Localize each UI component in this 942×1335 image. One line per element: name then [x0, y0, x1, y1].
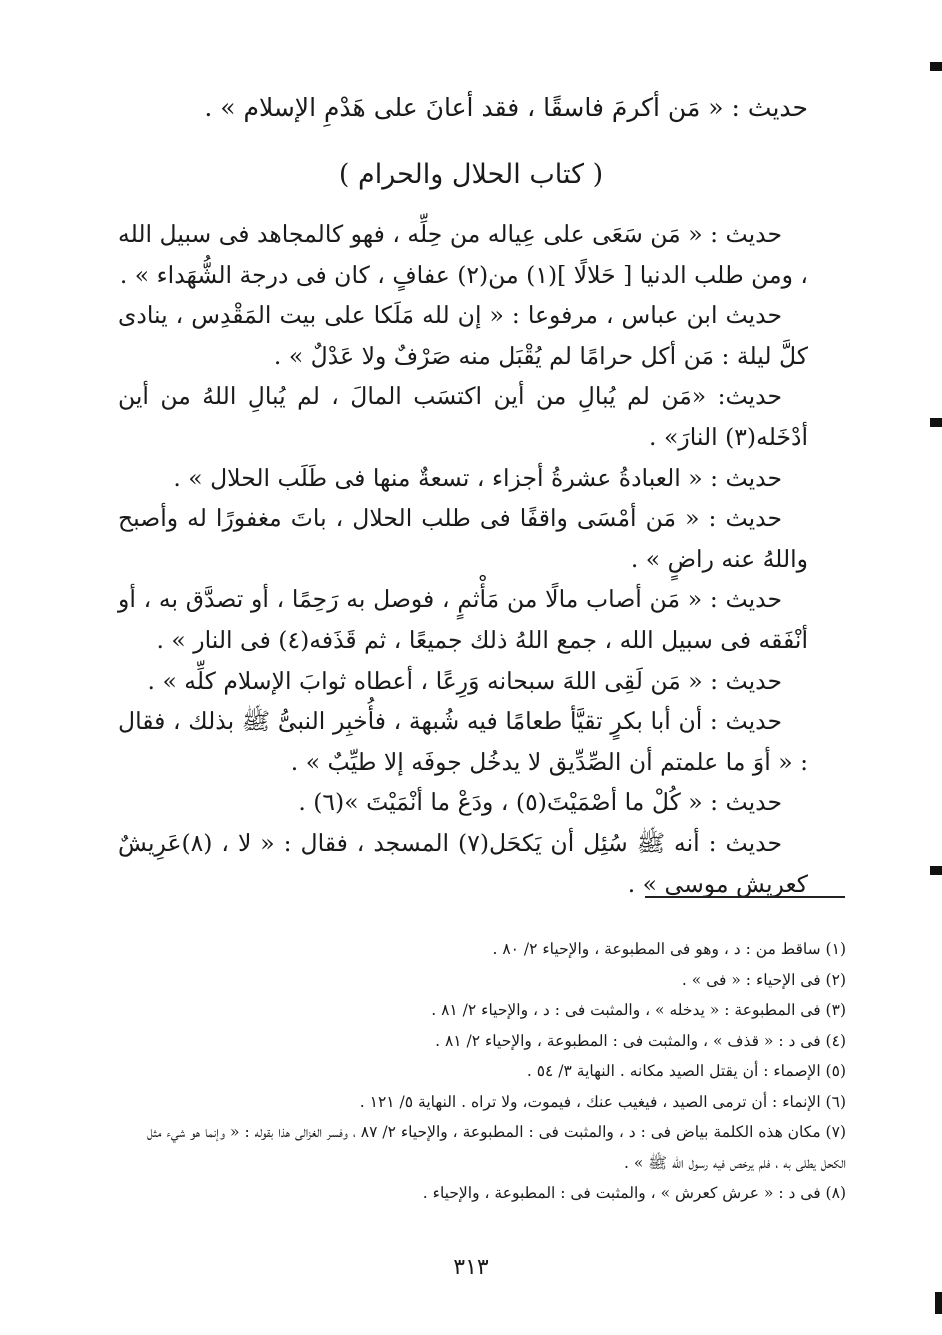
footnotes	[118, 934, 846, 1209]
hadith-paragraph: حديث : « مَن سَعَى على عِياله من حِلِّه ، فهو كالمجاهد فى سبيل الله ، ومن طلب الدنيا [ حَلالًا ](١) من(٢) عفافٍ ، كان فى درجة الشُّهَداء » .	[118, 220, 808, 289]
hadith-paragraph: حديث : « مَن أمْسَى واقفًا فى طلب الحلال ، باتَ مغفورًا له وأصبح واللهُ عنه راضٍ » .	[118, 504, 808, 573]
hadith-paragraph: حديث : « كُلْ ما أصْمَيْتَ(٥) ، ودَعْ ما أنْمَيْتَ »(٦) .	[298, 788, 782, 817]
footnote: (٣) فى المطبوعة : « يدخله » ، والمثبت فى : د ، والإحياء ٢/ ٨١ .	[431, 1001, 846, 1019]
scan-edge-mark	[930, 418, 942, 427]
footnote: (٦) الإنماء : أن ترمى الصيد ، فيغيب عنك ، فيموت، ولا تراه . النهاية ٥/ ١٢١ .	[359, 1092, 846, 1111]
footnote: (١) ساقط من : د ، وهو فى المطبوعة ، والإحياء ٢/ ٨٠ .	[492, 940, 846, 958]
footnote: (٧) مكان هذه الكلمة بياض فى : د ، والمثبت فى : المطبوعة ، والإحياء ٢/ ٨٧ ، وفسر الغزالى هذا بقوله : « وإنما هو شيء مثل الكحل يطلى به ، فلم يرخص فيه رسول الله ﷺ » .	[146, 1123, 846, 1172]
hadith-paragraph: حديث : « مَن لَقِى اللهَ سبحانه وَرِعًا ، أعطاه ثوابَ الإسلام كلِّه » .	[147, 666, 782, 695]
footnote: (٨) فى د : « عرش كعرش » ، والمثبت فى : المطبوعة ، والإحياء .	[422, 1184, 846, 1202]
page-number: ٣١٣	[453, 1255, 489, 1280]
hadith-paragraph: حديث : « العبادةُ عشرةُ أجزاء ، تسعةٌ منها فى طَلَب الحلال » .	[173, 463, 782, 492]
hadith-paragraph: حديث: «مَن لم يُبالِ من أين اكتسَب المالَ ، لم يُبالِ اللهُ من أين أدْخَله(٣) النارَ» .	[118, 382, 808, 451]
hadith-paragraph: حديث : أنه ﷺ سُئِل أن يَكحَل(٧) المسجد ، فقال : « لا ، (٨)عَرِيشٌ كعريش موسى » .	[118, 828, 808, 898]
hadith-paragraph: حديث : أن أبا بكرٍ تقيَّأ طعامًا فيه شُبهة ، فأُخبِر النبىُّ ﷺ بذلك ، فقال : « أوَ ما علمتم أن الصِّدِّيق لا يدخُل جوفَه إلا طيِّبٌ » .	[118, 707, 808, 776]
scan-edge-mark	[930, 866, 942, 875]
hadith-list	[118, 214, 808, 904]
scan-edge-mark	[930, 62, 942, 71]
footnote: (٢) فى الإحياء : « فى » .	[681, 970, 846, 989]
footnote: (٤) فى د : « قذف » ، والمثبت فى : المطبوعة ، والإحياء ٢/ ٨١ .	[435, 1031, 846, 1050]
footnote: (٥) الإصماء : أن يقتل الصيد مكانه . النهاية ٣/ ٥٤ .	[526, 1062, 846, 1080]
hadith-paragraph: حديث ابن عباس ، مرفوعا : « إن لله مَلَكا على بيت المَقْدِس ، ينادى كلَّ ليلة : مَن أكل حرامًا لم يُقْبَل منه صَرْفٌ ولا عَدْلٌ » .	[118, 301, 808, 370]
opening-hadith: حديث : « مَن أكرمَ فاسقًا ، فقد أعانَ على هَدْمِ الإسلام » .	[204, 93, 808, 122]
section-heading: ( كتاب الحلال والحرام )	[338, 159, 604, 190]
scan-edge-mark	[935, 1292, 942, 1314]
hadith-paragraph: حديث : « مَن أصاب مالًا من مَأْثمٍ ، فوصل به رَحِمًا ، أو تصدَّق به ، أو أنْفَقه فى سبيل الله ، جمع اللهُ ذلك جميعًا ، ثم قَذَفه(٤) فى النار » .	[118, 585, 808, 654]
footnote-divider	[645, 896, 845, 898]
